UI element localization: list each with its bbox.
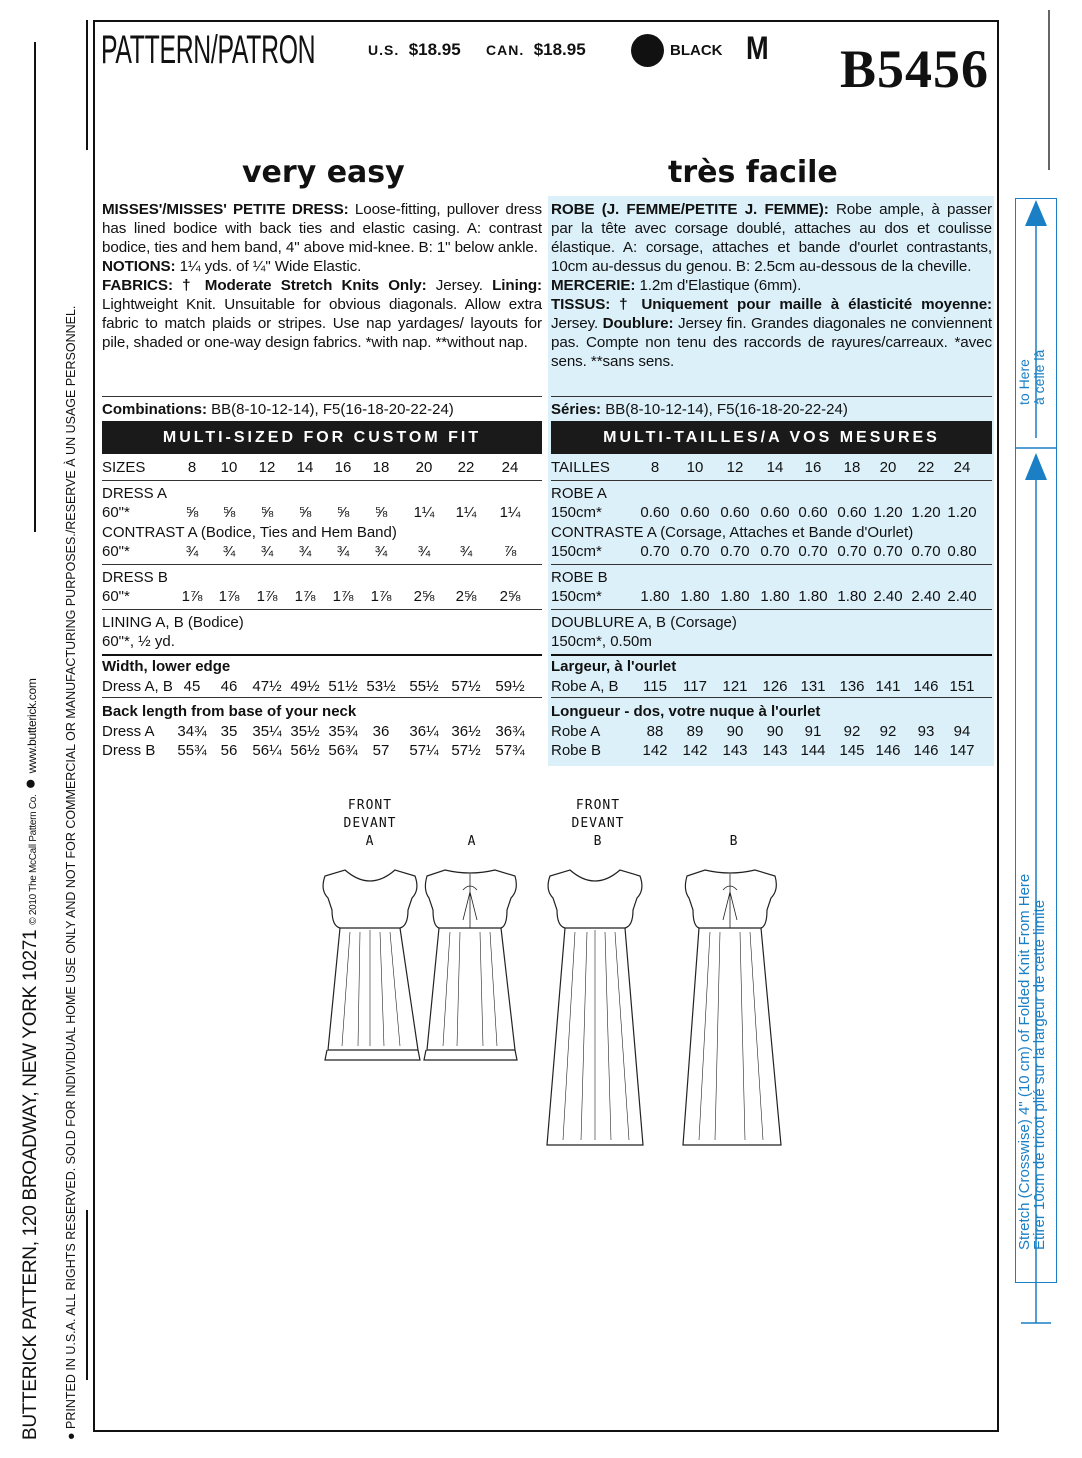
table-divider <box>551 480 992 481</box>
table-row-label: Robe A, B <box>551 678 619 695</box>
table-cell: 24 <box>953 459 971 476</box>
table-cell: 35½ <box>290 723 320 740</box>
table-cell: 18 <box>843 459 861 476</box>
table-cell: 57¾ <box>495 742 525 759</box>
pattern-number: B5456 <box>840 39 990 99</box>
table-row-label: CONTRAST A (Bodice, Ties and Hem Band) <box>102 524 397 541</box>
table-cell: 1⅞ <box>256 588 278 605</box>
table-row-label: DRESS A <box>102 485 168 502</box>
table-cell: 24 <box>501 459 519 476</box>
size-code: M <box>746 30 769 66</box>
dress-illustrations <box>300 850 800 1150</box>
dress-a-front-drawing <box>323 870 420 1060</box>
table-cell: 115 <box>643 678 667 695</box>
table-cell: 1.80 <box>640 588 670 605</box>
copyright: © 2010 The McCall Pattern Co. <box>28 794 39 925</box>
pattern-title: PATTERN/PATRON <box>101 28 316 72</box>
table-cell: ¾ <box>185 543 199 560</box>
table-cell: ¾ <box>336 543 350 560</box>
table-cell: ⅝ <box>185 504 199 521</box>
table-cell: 0.60 <box>760 504 790 521</box>
table-cell: 142 <box>682 742 708 759</box>
table-cell: 36½ <box>451 723 481 740</box>
table-row-label: TAILLES <box>551 459 610 476</box>
table-cell: 56¼ <box>252 742 282 759</box>
table-row-label: 60"* <box>102 504 130 521</box>
legal-notice: PRINTED IN U.S.A. ALL RIGHTS RESERVED. SOLD FOR INDIVIDUAL HOME USE ONLY AND NOT FOR COMMERCIAL OR MANUFACTURING PURPOSES./RESERVE À UN USAGE PERSONNEL. <box>64 305 78 1429</box>
table-cell: 36 <box>372 723 390 740</box>
table-cell: 16 <box>804 459 822 476</box>
table-cell: 151 <box>949 678 975 695</box>
table-cell: 143 <box>722 742 748 759</box>
table-cell: 55½ <box>409 678 439 695</box>
table-cell: 117 <box>683 678 707 695</box>
table-cell: 56¾ <box>328 742 358 759</box>
table-cell: ¾ <box>260 543 274 560</box>
table-row-label: Largeur, à l'ourlet <box>551 658 677 675</box>
table-divider <box>102 564 542 565</box>
table-row-label: Back length from base of your neck <box>102 703 357 720</box>
table-row-label: ROBE B <box>551 569 608 586</box>
table-cell: 8 <box>187 459 197 476</box>
table-cell: 145 <box>839 742 865 759</box>
table-cell: 0.80 <box>947 543 977 560</box>
english-description: MISSES'/MISSES' PETITE DRESS: Loose-fitting, pullover dress has lined bodice with back ties and elastic casing. A: contrast bodice, ties and hem band, 4" above mid-knee. B: 1" below ankle. NOTIONS: 1¼ yds. of ¼" Wide Elastic. FABRICS: † Moderate Stretch Knits Only: Jersey. Lining: Lightweight Knit. Unsuitable for obvious diagonals. Allow extra fabric to match plaids or stripes. Use nap yardages/ layouts for pile, shaded or one-way design fabrics. *with nap. **without nap. <box>102 201 543 351</box>
table-cell: 92 <box>879 723 897 740</box>
table-row-label: LINING A, B (Bodice) <box>102 614 244 631</box>
table-row-label: CONTRASTE A (Corsage, Attaches et Bande d'Ourlet) <box>551 524 914 541</box>
table-cell: 56 <box>220 742 238 759</box>
table-cell: 1.80 <box>837 588 867 605</box>
back-label-a: A <box>467 834 477 849</box>
table-cell: 0.60 <box>680 504 710 521</box>
table-row-label: Robe B <box>551 742 602 759</box>
table-cell: 0.70 <box>760 543 790 560</box>
table-divider <box>102 480 542 481</box>
french-combinations: Séries: BB(8-10-12-14), F5(16-18-20-22-24) <box>551 401 848 418</box>
table-cell: 57½ <box>451 678 481 695</box>
table-cell: 0.70 <box>680 543 710 560</box>
table-divider <box>102 609 542 610</box>
table-cell: 141 <box>875 678 901 695</box>
table-cell: ⅝ <box>336 504 350 521</box>
table-cell: 59½ <box>495 678 525 695</box>
table-cell: 34¾ <box>177 723 207 740</box>
table-cell: 47½ <box>252 678 282 695</box>
table-row-label: DOUBLURE A, B (Corsage) <box>551 614 737 631</box>
website: www.butterick.com <box>25 678 39 774</box>
margin-rule <box>86 1210 88 1380</box>
table-row-label: ROBE A <box>551 485 607 502</box>
table-cell: 2.40 <box>911 588 941 605</box>
table-cell: 1.80 <box>798 588 828 605</box>
table-cell: 0.60 <box>720 504 750 521</box>
table-cell: 14 <box>766 459 784 476</box>
table-cell: 0.60 <box>640 504 670 521</box>
table-cell: 89 <box>686 723 704 740</box>
table-cell: 35¼ <box>252 723 282 740</box>
table-cell: 55¾ <box>177 742 207 759</box>
table-divider <box>551 564 992 565</box>
level-english: very easy <box>242 155 405 190</box>
table-cell: 56½ <box>290 742 320 759</box>
arrow-up-icon <box>1025 453 1047 480</box>
table-cell: 20 <box>415 459 433 476</box>
table-cell: 94 <box>953 723 971 740</box>
table-cell: 91 <box>804 723 822 740</box>
table-cell: 121 <box>722 678 748 695</box>
front-label-a: FRONT DEVANT A <box>343 798 397 849</box>
table-cell: 146 <box>875 742 901 759</box>
margin-rule <box>34 42 36 532</box>
table-cell: 53½ <box>366 678 396 695</box>
table-cell: 1¼ <box>413 504 435 521</box>
table-row-label: 60"* <box>102 543 130 560</box>
table-cell: ⅝ <box>260 504 274 521</box>
table-divider <box>551 609 992 610</box>
table-row-label: 150cm* <box>551 504 602 521</box>
table-cell: 10 <box>686 459 704 476</box>
table-cell: 10 <box>220 459 238 476</box>
table-cell: 142 <box>642 742 668 759</box>
arrow-up-icon <box>1025 200 1047 226</box>
table-cell: 1.80 <box>760 588 790 605</box>
table-cell: 1⅞ <box>294 588 316 605</box>
table-cell: 2⅝ <box>413 588 435 605</box>
table-row-label: Longueur - dos, votre nuque à l'ourlet <box>551 703 821 720</box>
french-table-band: MULTI-TAILLES/A VOS MESURES <box>551 421 992 454</box>
publisher-address: BUTTERICK PATTERN, 120 BROADWAY, NEW YORK 10271 <box>20 929 41 1440</box>
table-cell: 1⅞ <box>332 588 354 605</box>
table-cell: 126 <box>762 678 788 695</box>
divider <box>551 396 992 397</box>
table-row-label: 60"*, ½ yd. <box>102 633 175 650</box>
table-cell: 1.80 <box>720 588 750 605</box>
table-cell: 1.80 <box>680 588 710 605</box>
table-cell: 12 <box>258 459 276 476</box>
table-cell: ¾ <box>459 543 473 560</box>
table-cell: 131 <box>800 678 826 695</box>
left-margin-credits: BUTTERICK PATTERN, 120 BROADWAY, NEW YORK 10271 © 2010 The McCall Pattern Co. ● www.butterick.com ● PRINTED IN U.S.A. ALL RIGHTS RESERVED. SOLD FOR INDIVIDUAL HOME USE ONLY AND NOT FOR COMMERCIAL OR MANUFACTURING PURPOSES./RESERVE À UN USAGE PERSONNEL. <box>20 305 78 1440</box>
back-label-b: B <box>729 834 739 849</box>
table-cell: ¾ <box>374 543 388 560</box>
table-cell: 12 <box>726 459 744 476</box>
table-row-label: Dress A <box>102 723 155 740</box>
table-cell: 22 <box>917 459 935 476</box>
table-cell: 146 <box>913 742 939 759</box>
table-cell: 1.20 <box>947 504 977 521</box>
table-cell: 1¼ <box>499 504 521 521</box>
table-cell: ¾ <box>417 543 431 560</box>
table-row-label: DRESS B <box>102 569 168 586</box>
table-cell: ⅝ <box>222 504 236 521</box>
table-cell: 14 <box>296 459 314 476</box>
dress-a-back-drawing <box>424 870 517 1060</box>
table-row-label: 150cm* <box>551 588 602 605</box>
table-cell: 1⅞ <box>218 588 240 605</box>
table-cell: 22 <box>457 459 475 476</box>
table-cell: 0.70 <box>911 543 941 560</box>
table-cell: 146 <box>913 678 939 695</box>
price-code: BLACK <box>670 42 723 59</box>
table-cell: 0.60 <box>798 504 828 521</box>
table-cell: 57 <box>372 742 390 759</box>
gauge-instructions: Stretch (Crosswise) 4" (10 cm) of Folded Knit From Here Etirer 10cm de tricot plié sur la largeur de cette limite <box>1016 873 1048 1250</box>
table-row-label: 60"* <box>102 588 130 605</box>
table-divider <box>102 697 542 698</box>
table-row-label: Dress B <box>102 742 156 759</box>
table-cell: 93 <box>917 723 935 740</box>
table-row-label: Robe A <box>551 723 601 740</box>
english-combinations: Combinations: BB(8-10-12-14), F5(16-18-20-22-24) <box>102 401 454 418</box>
table-cell: ⅞ <box>503 543 517 560</box>
table-cell: 49½ <box>290 678 320 695</box>
table-cell: 143 <box>762 742 788 759</box>
french-description: ROBE (J. FEMME/PETITE J. FEMME): Robe ample, à passer par la tête avec corsage doublé, attaches au dos et coulisse élastique. A: corsage, attaches et bande d'ourlet contrastants, 10cm au-dessus du genou. B: 2.5cm au-dessous de la cheville. MERCERIE: 1.2m d'Elastique (6mm). TISSUS: † Uniquement pour maille à élasticité moyenne: Jersey. Doublure: Jersey fin. Grandes diagonales ne conviennent pas. Compte non tenu des raccords de rayures/carreaux. *avec sens. **sans sens. <box>551 201 993 370</box>
table-cell: 0.70 <box>873 543 903 560</box>
table-cell: 2⅝ <box>499 588 521 605</box>
table-cell: 35¾ <box>328 723 358 740</box>
table-cell: 45 <box>183 678 201 695</box>
table-cell: 0.70 <box>798 543 828 560</box>
table-cell: 0.70 <box>640 543 670 560</box>
table-cell: 57½ <box>451 742 481 759</box>
table-cell: 88 <box>646 723 664 740</box>
table-cell: 147 <box>949 742 975 759</box>
price-code-dot-icon <box>631 34 664 67</box>
table-row-label: Width, lower edge <box>102 658 231 675</box>
table-cell: 51½ <box>328 678 358 695</box>
table-cell: ⅝ <box>374 504 388 521</box>
table-cell: 1.20 <box>911 504 941 521</box>
table-cell: 57¼ <box>409 742 439 759</box>
can-price: $18.95 <box>533 40 586 59</box>
margin-rule <box>86 20 88 150</box>
table-row-label: 150cm* <box>551 543 602 560</box>
table-cell: 2.40 <box>873 588 903 605</box>
dress-b-front-drawing <box>547 870 643 1145</box>
table-cell: 35 <box>220 723 238 740</box>
table-cell: ¾ <box>222 543 236 560</box>
table-cell: 0.70 <box>720 543 750 560</box>
us-price: $18.95 <box>408 40 461 59</box>
table-divider <box>551 654 992 656</box>
table-cell: 0.70 <box>837 543 867 560</box>
table-cell: 1.20 <box>873 504 903 521</box>
dress-b-back-drawing <box>683 870 781 1145</box>
cut-line <box>1048 10 1050 170</box>
english-table-band: MULTI-SIZED FOR CUSTOM FIT <box>102 421 542 454</box>
gauge-to-here: to Here à celle là <box>1016 349 1047 405</box>
table-cell: 90 <box>766 723 784 740</box>
can-label: CAN. <box>486 42 525 58</box>
table-cell: 8 <box>650 459 660 476</box>
table-divider <box>102 654 542 656</box>
table-cell: 2⅝ <box>455 588 477 605</box>
table-cell: 1¼ <box>455 504 477 521</box>
table-cell: 1⅞ <box>181 588 203 605</box>
table-cell: ¾ <box>298 543 312 560</box>
table-cell: 16 <box>334 459 352 476</box>
level-french: très facile <box>668 155 838 190</box>
table-cell: 92 <box>843 723 861 740</box>
divider <box>102 396 542 397</box>
table-cell: 18 <box>372 459 390 476</box>
table-row-label: 150cm*, 0.50m <box>551 633 652 650</box>
us-label: U.S. <box>368 42 400 58</box>
table-cell: ⅝ <box>298 504 312 521</box>
table-cell: 1⅞ <box>370 588 392 605</box>
table-row-label: Dress A, B <box>102 678 173 695</box>
table-cell: 36¼ <box>409 723 439 740</box>
table-cell: 144 <box>800 742 826 759</box>
table-cell: 46 <box>220 678 238 695</box>
table-divider <box>551 697 992 698</box>
stretch-gauge <box>1013 180 1059 1340</box>
table-cell: 90 <box>726 723 744 740</box>
table-cell: 20 <box>879 459 897 476</box>
table-cell: 0.60 <box>837 504 867 521</box>
front-label-b: FRONT DEVANT B <box>571 798 625 849</box>
table-cell: 2.40 <box>947 588 977 605</box>
table-cell: 136 <box>839 678 865 695</box>
table-cell: 36¾ <box>495 723 525 740</box>
table-row-label: SIZES <box>102 459 146 476</box>
